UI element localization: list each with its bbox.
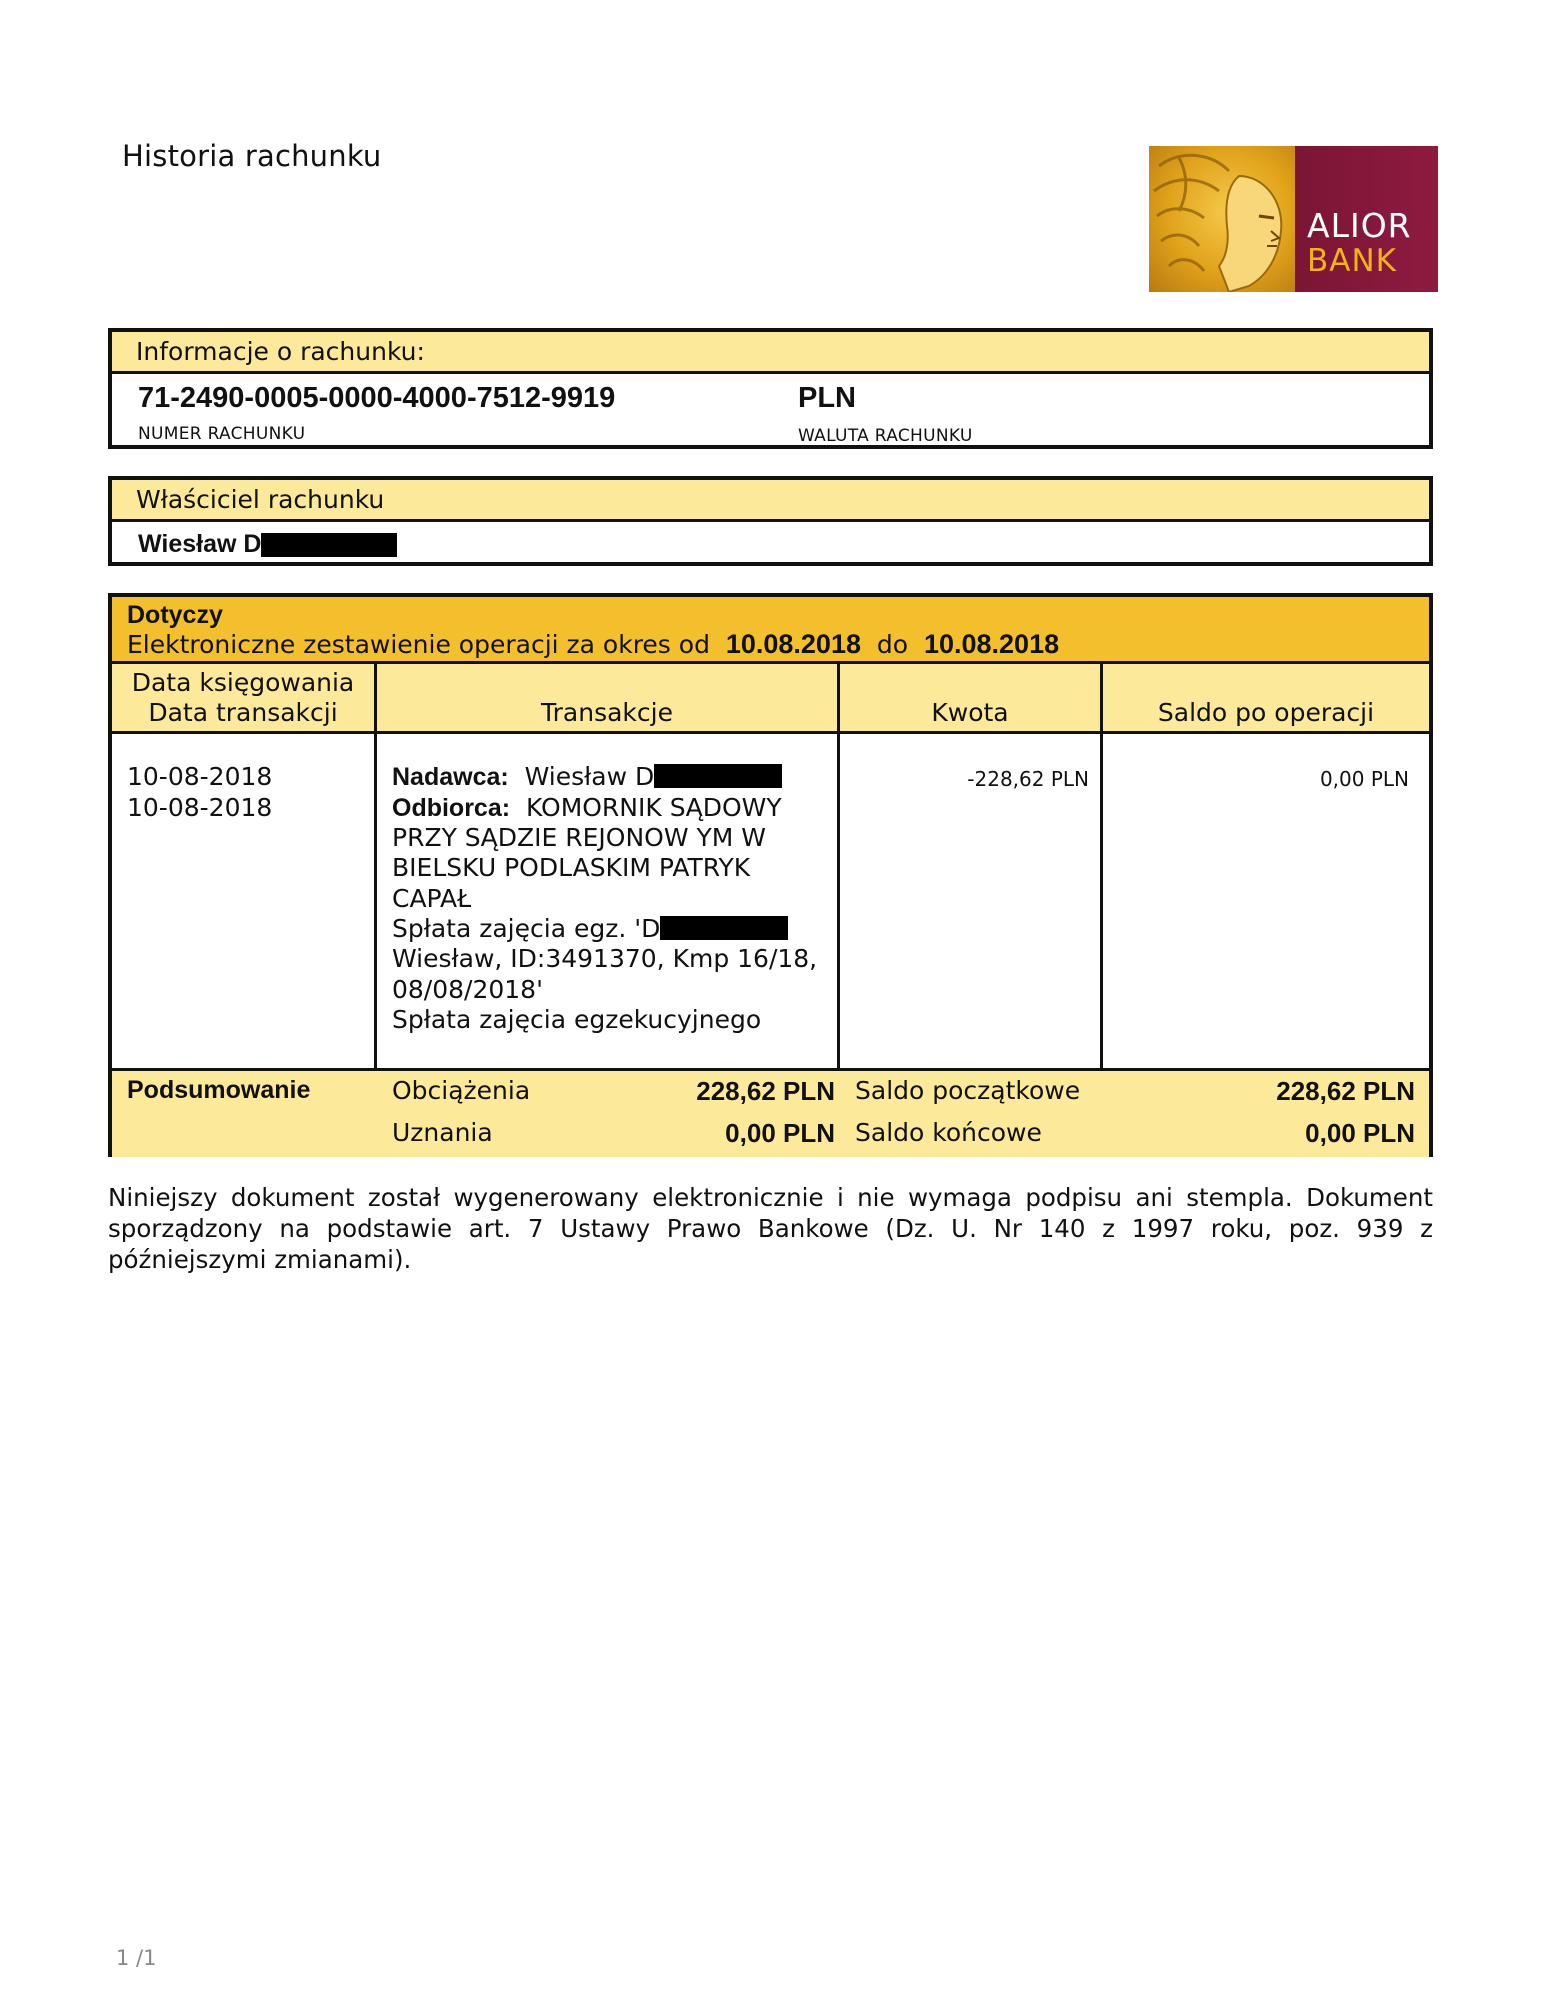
transaction-sender bbox=[392, 762, 782, 793]
column-header-transaction-date: Data transakcji bbox=[148, 698, 338, 727]
owner-name-text: Wiesław D bbox=[138, 530, 262, 558]
recipient-line: BIELSKU PODLASKIM PATRYK bbox=[392, 853, 751, 882]
redaction-bar bbox=[261, 533, 397, 557]
period-date-to: 10.08.2018 bbox=[923, 629, 1060, 659]
summary-label: Podsumowanie bbox=[127, 1076, 311, 1104]
transaction-recipient bbox=[392, 793, 782, 824]
redaction-bar bbox=[660, 916, 788, 940]
redaction-bar bbox=[654, 764, 782, 788]
period-to-word: do bbox=[876, 630, 909, 659]
recipient-line: PRZY SĄDZIE REJONOW YM W bbox=[392, 823, 767, 852]
title-text: Spłata zajęcia egz. 'D bbox=[392, 914, 661, 943]
column-header-transactions: Transakcje bbox=[377, 664, 837, 734]
column-divider bbox=[1100, 664, 1103, 1068]
account-info-header: Informacje o rachunku: bbox=[112, 332, 1429, 374]
period-text: Elektroniczne zestawienie operacji za okres od bbox=[127, 630, 710, 659]
sender-name: Wiesław D bbox=[524, 762, 655, 791]
summary-closing-value: 0,00 PLN bbox=[1305, 1118, 1415, 1148]
summary-closing-label: Saldo końcowe bbox=[855, 1118, 1042, 1147]
summary-opening-value: 228,62 PLN bbox=[1276, 1076, 1415, 1106]
legal-note: Niniejszy dokument został wygenerowany elektronicznie i nie wymaga podpisu ani stempla. Dokument sporządzony na podstawie art. 7 Ustawy Prawo Bankowe (Dz. U. Nr 140 z 1997 roku, poz. 939 z późniejszymi zmianami). bbox=[108, 1183, 1433, 1274]
logo-head-emblem-icon bbox=[1149, 146, 1295, 292]
account-currency: PLN bbox=[798, 382, 856, 414]
transaction-balance: 0,00 PLN bbox=[1319, 767, 1409, 791]
bank-logo bbox=[1149, 146, 1438, 292]
logo-word-alior: ALIOR bbox=[1307, 206, 1412, 245]
transaction-title-line: Wiesław, ID:3491370, Kmp 16/18, bbox=[392, 944, 818, 973]
summary-debits-value: 228,62 PLN bbox=[696, 1076, 835, 1106]
period-date-from: 10.08.2018 bbox=[725, 629, 861, 659]
column-header-balance: Saldo po operacji bbox=[1103, 664, 1429, 734]
transaction-title-line: 08/08/2018' bbox=[392, 975, 543, 1004]
account-currency-label: WALUTA RACHUNKU bbox=[798, 426, 973, 446]
recipient-line: KOMORNIK SĄDOWY bbox=[525, 793, 782, 822]
recipient-label: Odbiorca: bbox=[392, 794, 511, 822]
account-owner-box bbox=[108, 476, 1433, 566]
column-header-booking-date: Data księgowania bbox=[131, 668, 355, 697]
page-number: 1 /1 bbox=[116, 1946, 157, 1970]
statement-title: Dotyczy bbox=[127, 601, 223, 629]
transaction-title-line bbox=[392, 914, 788, 945]
statement-table bbox=[108, 593, 1433, 1157]
account-number: 71-2490-0005-0000-4000-7512-9919 bbox=[138, 382, 616, 414]
logo-word-bank: BANK bbox=[1307, 243, 1397, 279]
column-header-amount: Kwota bbox=[840, 664, 1100, 734]
summary-opening-label: Saldo początkowe bbox=[855, 1076, 1081, 1105]
booking-date: 10-08-2018 bbox=[127, 762, 273, 791]
transaction-description: Spłata zajęcia egzekucyjnego bbox=[392, 1005, 762, 1034]
statement-period bbox=[127, 629, 1414, 660]
recipient-line: CAPAŁ bbox=[392, 884, 472, 913]
account-number-label: NUMER RACHUNKU bbox=[138, 424, 306, 444]
statement-period-header bbox=[112, 597, 1429, 664]
account-owner-name bbox=[138, 530, 397, 559]
sender-label: Nadawca: bbox=[392, 763, 509, 791]
transaction-amount: -228,62 PLN bbox=[967, 767, 1089, 791]
transaction-date: 10-08-2018 bbox=[127, 793, 273, 822]
summary-debits-label: Obciążenia bbox=[392, 1076, 531, 1105]
summary-credits-value: 0,00 PLN bbox=[725, 1118, 835, 1148]
column-header-dates bbox=[112, 664, 374, 734]
summary-credits-label: Uznania bbox=[392, 1118, 493, 1147]
account-owner-header: Właściciel rachunku bbox=[112, 480, 1429, 522]
page-title: Historia rachunku bbox=[122, 139, 382, 173]
account-info-box bbox=[108, 328, 1433, 449]
